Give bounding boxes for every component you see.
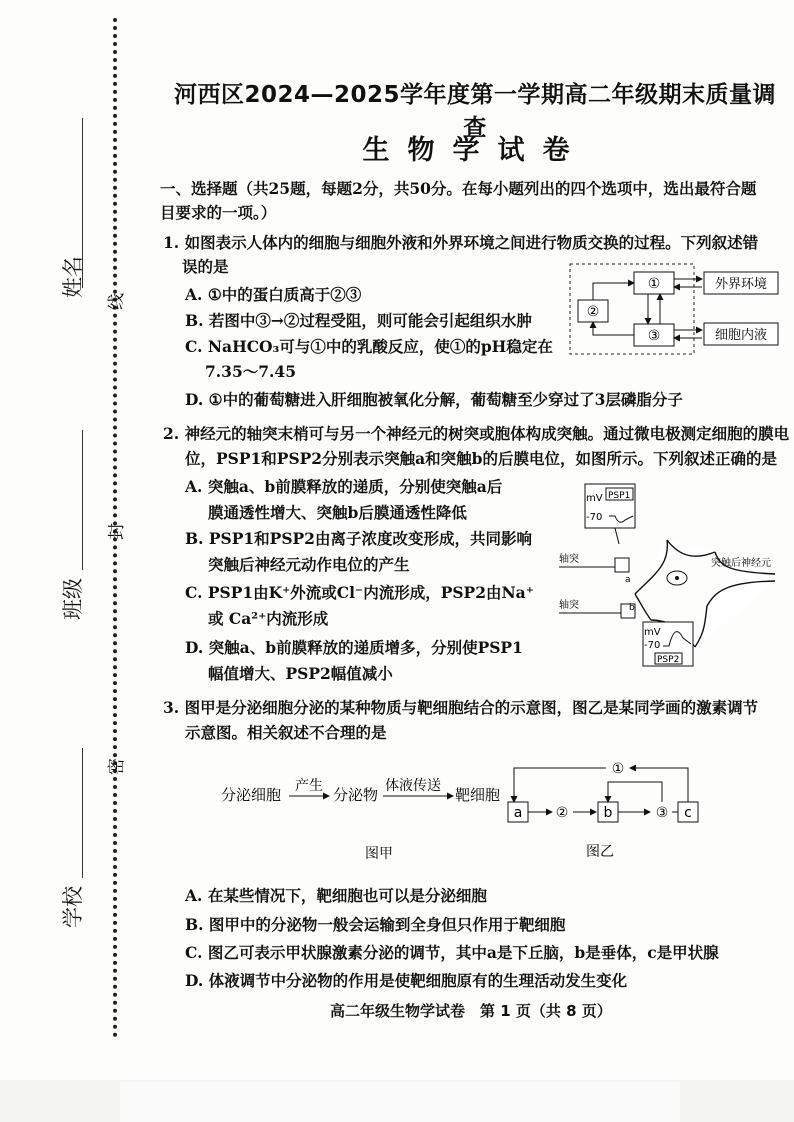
q3-option-b: B. 图甲中的分泌物一般会运输到全身但只作用于靶细胞: [185, 915, 566, 934]
q1-exchange-diagram: [568, 262, 780, 356]
q1-stem-1: 1. 如图表示人体内的细胞与细胞外液和外界环境之间进行物质交换的过程。下列叙述错: [163, 233, 759, 252]
synapse-b-label: b: [629, 603, 635, 613]
axon-label-bottom: 轴突: [559, 600, 579, 611]
cut-mark-seal: 封: [107, 523, 127, 540]
q1-option-a: A. ①中的蛋白质高于②③: [185, 285, 362, 304]
q3-figure-a: [215, 770, 505, 860]
psp2-label: PSP2: [657, 655, 680, 665]
psp1-label: PSP1: [608, 491, 631, 501]
q2-option-b-1: B. PSP1和PSP2由离子浓度改变形成，共同影响: [185, 529, 532, 548]
psp1-probe: [615, 528, 619, 544]
box-2-label: ②: [586, 304, 600, 320]
fig-a-produce: 产生: [295, 778, 323, 794]
psp1-neg70: -70: [586, 512, 603, 523]
fig-a-transport: 体液传送: [385, 778, 441, 794]
section-intro-1: 一、选择题（共25题，每题2分，共50分。在每小题列出的四个选项中，选出最符合题: [160, 179, 757, 198]
q3-stem-2: 示意图。相关叙述不合理的是: [185, 723, 387, 742]
school-underline: [82, 748, 83, 878]
fig-a-secretion: 分泌物: [333, 786, 379, 804]
q1-stem-2: 误的是: [182, 257, 229, 276]
box-3-label: ③: [647, 328, 661, 344]
q2-stem-2: 位，PSP1和PSP2分别表示突触a和突触b的后膜电位，如图所示。下列叙述正确的是: [185, 449, 777, 468]
exam-title: 河西区2024—2025学年度第一学期高二年级期末质量调查: [173, 82, 777, 141]
box-c-label: c: [684, 805, 692, 821]
q3-option-d: D. 体液调节中分泌物的作用是使靶细胞原有的生理活动发生变化: [185, 971, 628, 990]
subject-title: 生物学试卷: [362, 135, 588, 166]
psp1-mv: mV: [586, 493, 603, 504]
q1-option-c: C. NaHCO₃可与①中的乳酸反应，使①的pH稳定在: [185, 337, 553, 356]
postsynaptic-label: 突触后神经元: [711, 558, 771, 569]
q2-option-b-2: 突触后神经元动作电位的产生: [208, 555, 410, 574]
q1-option-d: D. ①中的葡萄糖进入肝细胞被氧化分解，葡萄糖至少穿过了3层磷脂分子: [185, 390, 683, 409]
node-1: ①: [611, 761, 625, 777]
synapse-a-label: a: [625, 575, 631, 585]
node-2: ②: [555, 805, 569, 821]
intracellular-label: 细胞内液: [714, 328, 768, 343]
psp2-mv: mV: [644, 627, 661, 638]
q3-stem-1: 3. 图甲是分泌细胞分泌的某种物质与靶细胞结合的示意图，图乙是某同学画的激素调节: [163, 698, 759, 717]
synapse-a: [615, 558, 629, 572]
box-b-label: b: [603, 805, 613, 821]
arrow-3-to-2: [593, 322, 634, 335]
class-underline: [82, 430, 83, 570]
q2-option-d-2: 幅值增大、PSP2幅值减小: [208, 664, 393, 683]
q2-synapse-diagram: [555, 482, 777, 672]
section-intro-2: 目要求的一项。）: [160, 203, 277, 222]
q2-option-c-1: C. PSP1由K⁺外流或Cl⁻内流形成，PSP2由Na⁺: [185, 583, 534, 602]
class-label: 班级: [61, 578, 85, 620]
page-footer: 高二年级生物学试卷 第 1 页（共 8 页）: [330, 1002, 612, 1020]
school-label: 学校: [61, 886, 85, 928]
q2-option-c-2: 或 Ca²⁺内流形成: [208, 609, 329, 628]
box-a-label: a: [513, 805, 523, 821]
feedback-arrow-c: [630, 768, 688, 802]
nucleolus: [675, 576, 679, 580]
fig-a-secretory-cell: 分泌细胞: [221, 786, 282, 804]
q1-option-b: B. 若图中③→②过程受阻，则可能会引起组织水肿: [185, 311, 532, 330]
psp2-neg70: -70: [644, 640, 661, 651]
fig-a-target-cell: 靶细胞: [455, 786, 501, 804]
name-label: 姓名: [61, 256, 85, 298]
box-1-label: ①: [647, 276, 661, 292]
axon-label-top: 轴突: [559, 554, 579, 565]
q3-option-a: A. 在某些情况下，靶细胞也可以是分泌细胞: [185, 886, 487, 905]
scan-strip: [120, 1082, 680, 1122]
q2-stem-1: 2. 神经元的轴突末梢可与另一个神经元的树突或胞体构成突触。通过微电极测定细胞的膜电: [163, 424, 790, 443]
feedback-arrow-to-b: [608, 782, 662, 802]
cut-mark-secret: 密: [107, 758, 127, 775]
arrow-2-to-1: [593, 283, 634, 300]
q2-option-a-2: 膜通透性增大、突触b后膜通透性降低: [208, 503, 467, 522]
fig-a-caption: 图甲: [365, 846, 393, 860]
node-3: ③: [655, 805, 669, 821]
q1-option-c-range: 7.35～7.45: [205, 362, 297, 381]
q3-option-c: C. 图乙可表示甲状腺激素分泌的调节，其中a是下丘脑，b是垂体，c是甲状腺: [185, 943, 719, 962]
q3-figure-b: [500, 756, 700, 860]
external-env-label: 外界环境: [714, 277, 768, 292]
q2-option-d-1: D. 突触a、b前膜释放的递质增多，分别使PSP1: [185, 638, 523, 657]
q2-option-a-1: A. 突触a、b前膜释放的递质，分别使突触a后: [185, 477, 503, 496]
fig-b-caption: 图乙: [586, 844, 614, 860]
feedback-arrow-to-a: [514, 768, 606, 802]
cut-mark-line: 线: [107, 293, 127, 310]
